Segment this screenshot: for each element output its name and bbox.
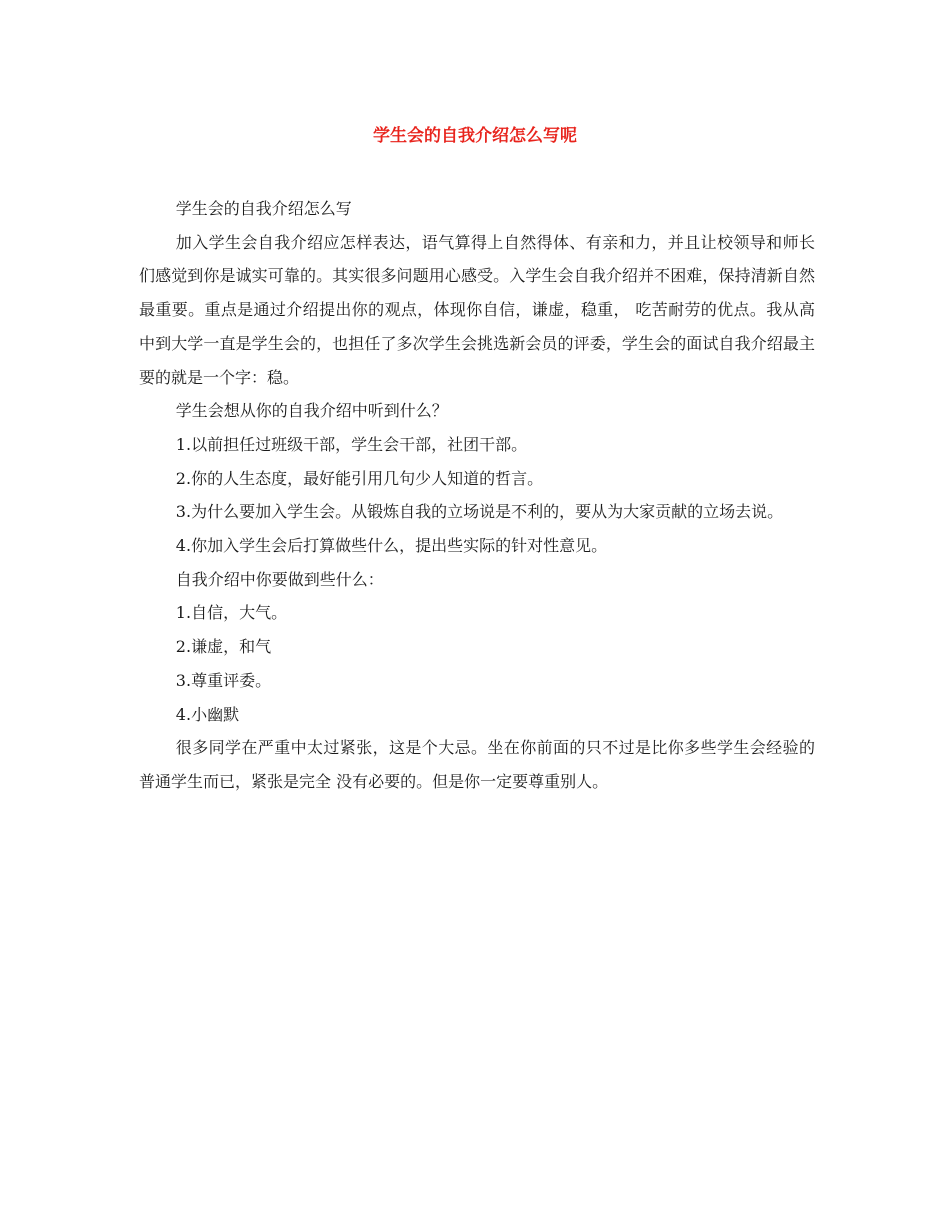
list-item: 2.谦虚，和气 — [175, 637, 272, 657]
list-item: 3.尊重评委。 — [175, 670, 272, 690]
list-item: 2.你的人生态度，最好能引用几句少人知道的哲言。 — [175, 468, 544, 488]
list-item: 4.小幽默 — [175, 704, 240, 724]
list-item: 3.为什么要加入学生会。从锻炼自我的立场说是不利的，要从为大家贡献的立场去说。 — [175, 502, 784, 522]
list-item: 4.你加入学生会后打算做些什么，提出些实际的针对性意见。 — [175, 536, 608, 556]
document-title: 学生会的自我介绍怎么写呢 — [373, 126, 577, 146]
section-heading: 学生会的自我介绍怎么写 — [175, 199, 352, 218]
todo-heading: 自我介绍中你要做到些什么： — [175, 569, 384, 589]
list-item: 1.自信，大气。 — [175, 603, 288, 623]
question-heading: 学生会想从你的自我介绍中听到什么？ — [175, 401, 448, 421]
document-body — [139, 192, 815, 799]
intro-paragraph: 加入学生会自我介绍应怎样表达，语气算得上自然得体、有亲和力，并且让校领导和师长们感觉到你是诚实可靠的。其实很多问题用心感受。入学生会自我介绍并不困难，保持清新自然最重要。重点是通过介绍提出你的观点，体现你自信，谦虚，稳重， 吃苦耐劳的优点。我从高中到大学一直是学生会的，也担任了多次学生会挑选新会员的评委，学生会的面试自我介绍最主要的就是一个字：稳。 — [139, 232, 815, 387]
list-item: 1.以前担任过班级干部，学生会干部，社团干部。 — [175, 434, 528, 454]
closing-paragraph: 很多同学在严重中太过紧张，这是个大忌。坐在你前面的只不过是比你多些学生会经验的普通学生而已，紧张是完全 没有必要的。但是你一定要尊重别人。 — [139, 738, 815, 791]
